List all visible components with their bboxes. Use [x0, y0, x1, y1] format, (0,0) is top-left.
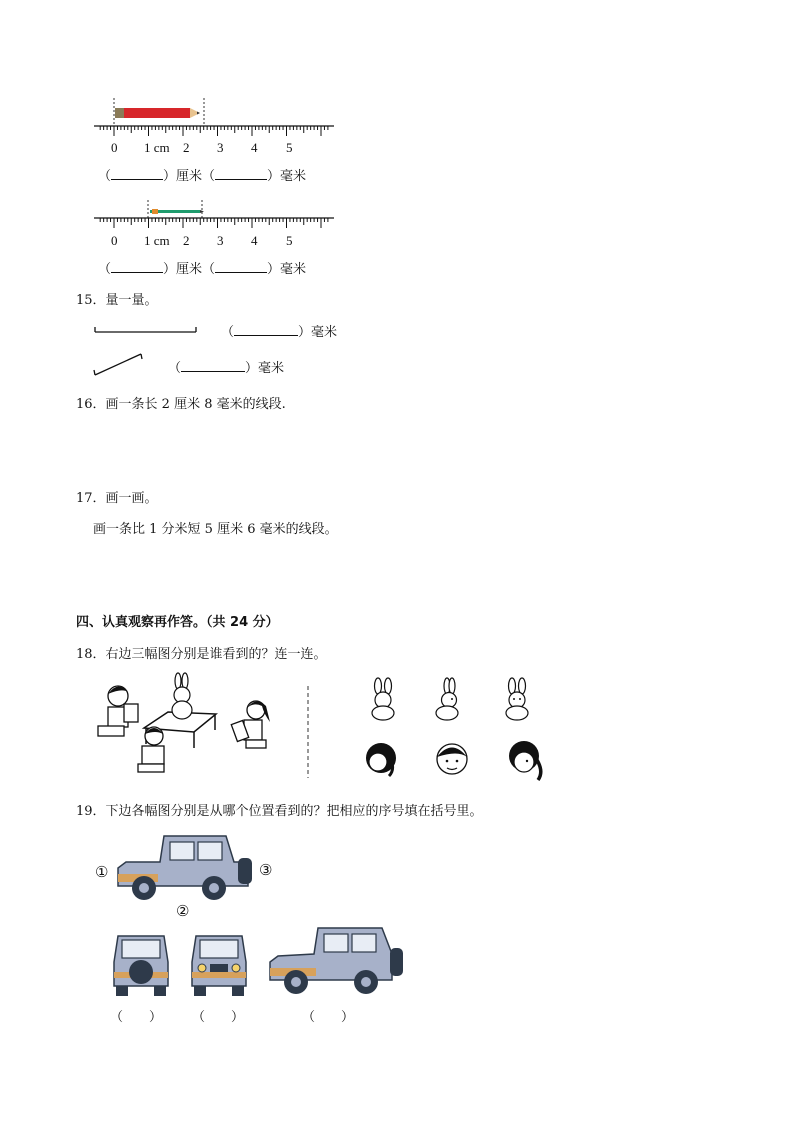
- q17-heading: 17．画一画。: [76, 491, 158, 506]
- q16-heading: 16．画一条长 2 厘米 8 毫米的线段.: [76, 397, 286, 412]
- bunny-back-view-icon: [368, 678, 398, 722]
- position-marker-3: ③: [259, 861, 273, 879]
- section4-title: 四、认真观察再作答。（共 24 分）: [76, 615, 279, 630]
- girl-head-icon: [361, 738, 403, 778]
- q18-heading: 18．右边三幅图分别是谁看到的？连一连。: [76, 647, 327, 662]
- ruler-label-4: 4: [251, 233, 258, 248]
- bunny-side-view-icon: [433, 678, 463, 722]
- ruler-label-4: 4: [251, 140, 258, 155]
- ruler-label-0: 0: [111, 233, 118, 248]
- girl-right-icon: [231, 701, 270, 748]
- ruler-label-2: 2: [183, 233, 190, 248]
- car-rear-view: [110, 928, 172, 998]
- bunny-front-view-icon: [501, 678, 533, 722]
- answer-line-1: （ ）厘米（ ）毫米: [98, 169, 307, 184]
- answer-paren-2[interactable]: （ ）: [192, 1010, 245, 1025]
- segment-1: [94, 322, 198, 334]
- ruler-pen-figure: [94, 194, 338, 250]
- answer-paren-1[interactable]: （ ）: [110, 1010, 163, 1025]
- q15-heading: 15．量一量。: [76, 293, 158, 308]
- q18-divider: [306, 686, 310, 780]
- ruler-label-3: 3: [217, 233, 224, 248]
- q17-body: 画一条比 1 分米短 5 厘米 6 毫米的线段。: [93, 522, 338, 537]
- answer-blank[interactable]: [215, 260, 267, 273]
- q18-scene: [94, 676, 304, 776]
- segment-2: [92, 351, 146, 379]
- answer-blank[interactable]: [234, 323, 298, 336]
- boy-left-icon: [98, 686, 138, 736]
- ruler-label-2: 2: [183, 140, 190, 155]
- answer-blank[interactable]: [111, 260, 163, 273]
- car-side-view-main: [116, 832, 252, 904]
- boy-head-icon: [432, 738, 472, 778]
- child-front-icon: [138, 727, 164, 772]
- answer-blank[interactable]: [181, 359, 245, 372]
- car-side-view-other: [266, 924, 404, 998]
- position-marker-1: ①: [95, 863, 109, 881]
- q15-answer-2: （ ）毫米: [168, 361, 285, 376]
- ruler-ticks: [100, 218, 328, 228]
- pen: [150, 209, 204, 214]
- ruler-pencil-figure: [94, 96, 338, 158]
- ruler-label-5: 5: [286, 140, 293, 155]
- pencil: [115, 108, 200, 118]
- q15-answer-1: （ ）毫米: [221, 325, 338, 340]
- ruler-label-0: 0: [111, 140, 118, 155]
- ruler-label-1cm: 1 cm: [144, 233, 170, 248]
- ruler-label-3: 3: [217, 140, 224, 155]
- girl-side-head-icon: [504, 738, 546, 782]
- ruler-ticks: [100, 126, 328, 136]
- bunny-icon: [172, 673, 192, 719]
- ruler-label-5: 5: [286, 233, 293, 248]
- answer-blank[interactable]: [215, 167, 267, 180]
- position-marker-2: ②: [176, 902, 190, 920]
- car-front-view: [188, 928, 250, 998]
- q19-heading: 19．下边各幅图分别是从哪个位置看到的？把相应的序号填在括号里。: [76, 804, 483, 819]
- ruler-label-1cm: 1 cm: [144, 140, 170, 155]
- answer-paren-3[interactable]: （ ）: [302, 1010, 355, 1025]
- answer-blank[interactable]: [111, 167, 163, 180]
- answer-line-2: （ ）厘米（ ）毫米: [98, 262, 307, 277]
